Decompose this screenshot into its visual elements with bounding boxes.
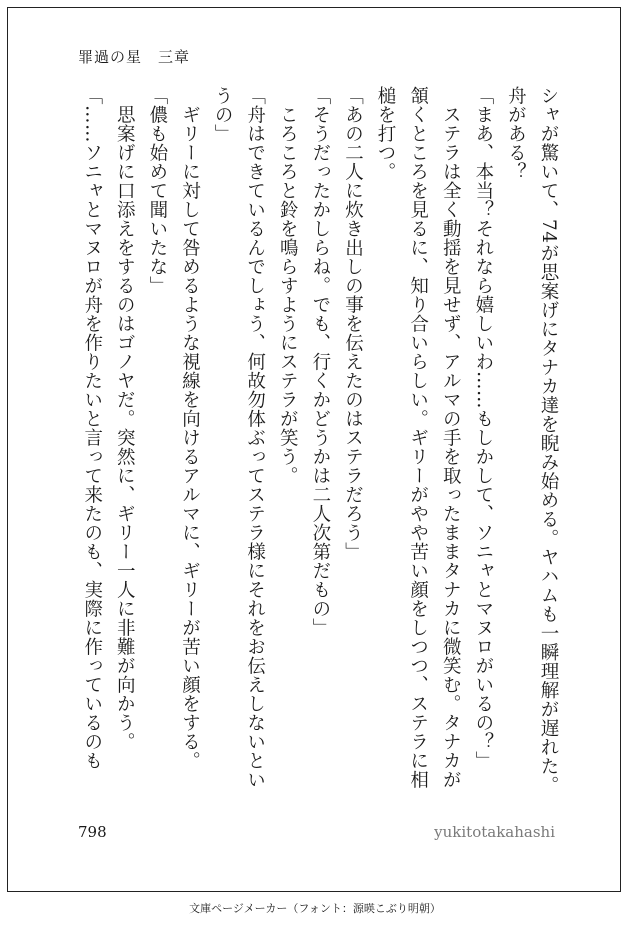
paragraph: 「儂も始めて聞いたな」 [146, 86, 168, 295]
paragraph: 「そうだったかしらね。でも、行くかどうかは二人次第だもの」 [309, 86, 331, 637]
paragraph: シャが驚いて、74が思案げにタナカ達を睨み始める。ヤハムも一瞬理解が遅れた。舟がある？ [505, 86, 559, 795]
paragraph: 「まあ、本当？それなら嬉しいわ……もしかして、ソニャとマヌロがいるの？」 [472, 86, 494, 770]
paragraph: 「……ソニャとマヌロが舟を作りたいと言って来たのも、実際に作っているのも [81, 86, 103, 770]
paragraph: ギリーに対して咎めるような視線を向けるアルマに、ギリーが苦い顔をする。 [179, 86, 201, 770]
body-text [74, 86, 564, 806]
paragraph: 「舟はできているんでしょう、何故勿体ぶってステラ様にそれをお伝えしないというの」 [212, 86, 266, 789]
paragraph: ステラは全く動揺を見せず、アルマの手を取ったままタナカに微笑む。タナカが頷くところを見るに、知り合いらしい。ギリーがやや苦い顔をしつつ、ステラに相槌を打つ。 [375, 86, 462, 789]
paragraph: 思案げに口添えをするのはゴノヤだ。突然に、ギリー一人に非難が向かう。 [114, 86, 136, 751]
author-name: yukitotakahashi [434, 823, 555, 841]
paragraph: 「あの二人に炊き出しの事を伝えたのはステラだろう」 [342, 86, 364, 561]
paragraph: ころころと鈴を鳴らすようにステラが笑う。 [277, 86, 299, 485]
credit-line: 文庫ページメーカー（フォント：源暎こぶり明朝） [189, 902, 441, 915]
running-title: 罪過の星 三章 [78, 48, 191, 66]
page-number: 798 [78, 823, 107, 841]
